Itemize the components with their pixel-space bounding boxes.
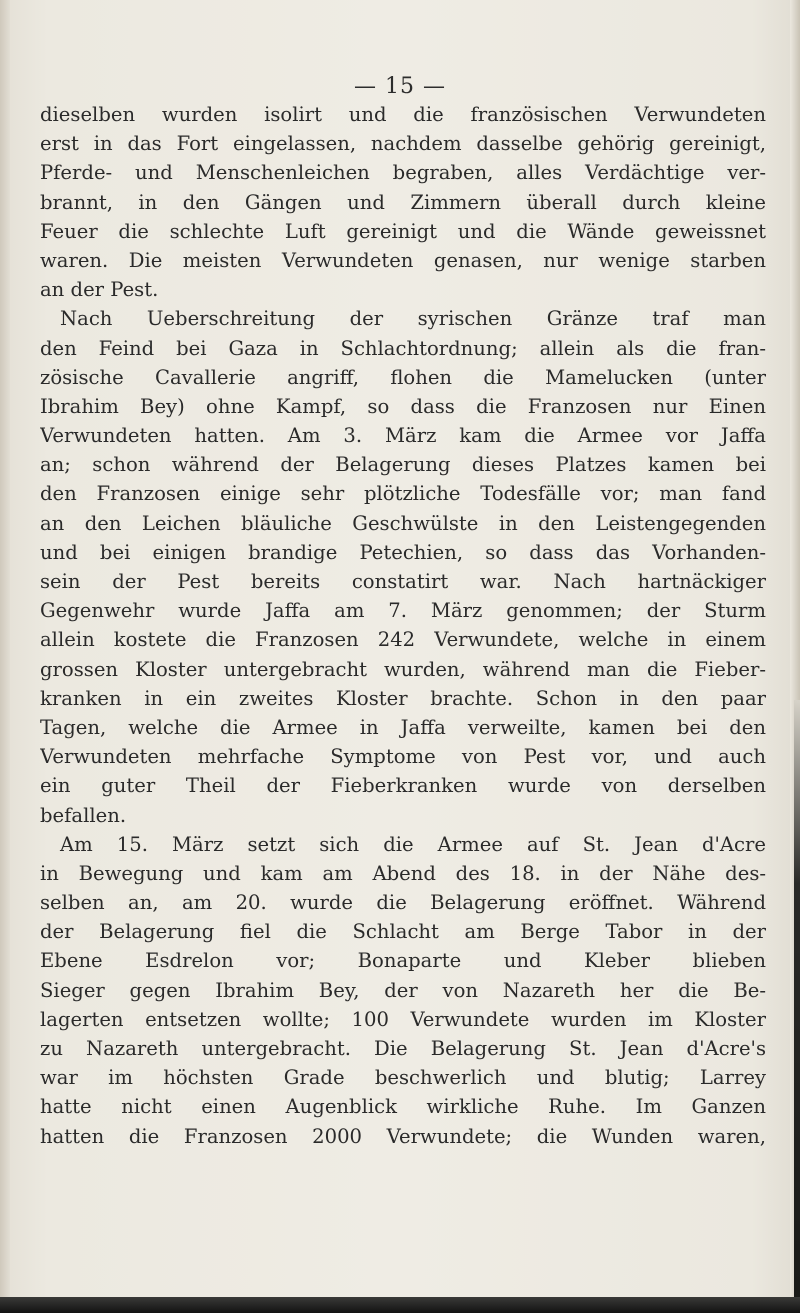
text-line: zu Nazareth untergebracht. Die Belagerung St. Jean d'Acre's	[40, 1037, 766, 1060]
text-line: und bei einigen brandige Petechien, so dass das Vorhanden-	[40, 540, 766, 564]
text-line: grossen Kloster untergebracht wurden, während man die Fieber-	[40, 657, 766, 681]
text-line: befallen.	[40, 803, 127, 827]
text-line: Feuer die schlechte Luft gereinigt und die Wände geweissnet	[40, 219, 766, 243]
text-line: sein der Pest bereits constatirt war. Nach hartnäckiger	[40, 570, 766, 593]
text-line: Gegenwehr wurde Jaffa am 7. März genommen; der Sturm	[40, 599, 766, 623]
text-line: den Franzosen einige sehr plötzliche Todesfälle vor; man fand	[40, 482, 766, 506]
text-line: waren. Die meisten Verwundeten genasen, nur wenige starben	[40, 248, 766, 272]
scan-shadow-bottom	[0, 1297, 800, 1313]
text-line: allein kostete die Franzosen 242 Verwundete, welche in einem	[40, 628, 766, 652]
text-line: an der Pest.	[40, 278, 159, 302]
text-line: zösische Cavallerie angriff, flohen die Mamelucken (unter	[40, 365, 766, 389]
text-line: erst in das Fort eingelassen, nachdem dasselbe gehörig gereinigt,	[40, 132, 766, 156]
text-line: Sieger gegen Ibrahim Bey, der von Nazareth her die Be-	[40, 978, 766, 1002]
text-line: Verwundeten mehrfache Symptome von Pest vor, und auch	[40, 745, 766, 769]
text-line: hatten die Franzosen 2000 Verwundete; die Wunden waren,	[40, 1124, 766, 1148]
text-line: an; schon während der Belagerung dieses Platzes kamen bei	[40, 453, 766, 477]
text-line: Tagen, welche die Armee in Jaffa verweilte, kamen bei den	[40, 715, 766, 739]
text-line: Am 15. März setzt sich die Armee auf St. Jean d'Acre	[60, 832, 766, 856]
text-line: hatte nicht einen Augenblick wirkliche Ruhe. Im Ganzen	[40, 1095, 766, 1119]
text-line: selben an, am 20. wurde die Belagerung eröffnet. Während	[40, 891, 766, 915]
text-line: war im höchsten Grade beschwerlich und blutig; Larrey	[40, 1066, 766, 1090]
text-line: der Belagerung fiel die Schlacht am Berge Tabor in der	[40, 920, 766, 944]
body-text	[40, 100, 766, 1151]
text-line: in Bewegung und kam am Abend des 18. in der Nähe des-	[40, 861, 766, 885]
text-line: brannt, in den Gängen und Zimmern überall durch kleine	[40, 190, 766, 214]
text-line: an den Leichen bläuliche Geschwülste in den Leistengegenden	[40, 511, 766, 535]
page-number: — 15 —	[354, 74, 446, 99]
scan-shadow-right	[794, 700, 800, 1313]
text-line: Ebene Esdrelon vor; Bonaparte und Kleber blieben	[40, 949, 766, 973]
text-line: Nach Ueberschreitung der syrischen Gränze traf man	[60, 307, 766, 331]
text-line: Pferde- und Menschenleichen begraben, alles Verdächtige ver-	[40, 161, 766, 185]
page-left-edge	[0, 0, 10, 1313]
text-line: dieselben wurden isolirt und die französischen Verwundeten	[40, 103, 766, 126]
text-line: lagerten entsetzen wollte; 100 Verwundete wurden im Kloster	[40, 1007, 766, 1031]
text-line: den Feind bei Gaza in Schlachtordnung; allein als die fran-	[40, 336, 766, 360]
text-line: kranken in ein zweites Kloster brachte. Schon in den paar	[40, 686, 766, 710]
text-line: Verwundeten hatten. Am 3. März kam die Armee vor Jaffa	[40, 424, 766, 448]
text-line: ein guter Theil der Fieberkranken wurde von derselben	[40, 774, 766, 798]
text-line: Ibrahim Bey) ohne Kampf, so dass die Franzosen nur Einen	[40, 394, 766, 418]
